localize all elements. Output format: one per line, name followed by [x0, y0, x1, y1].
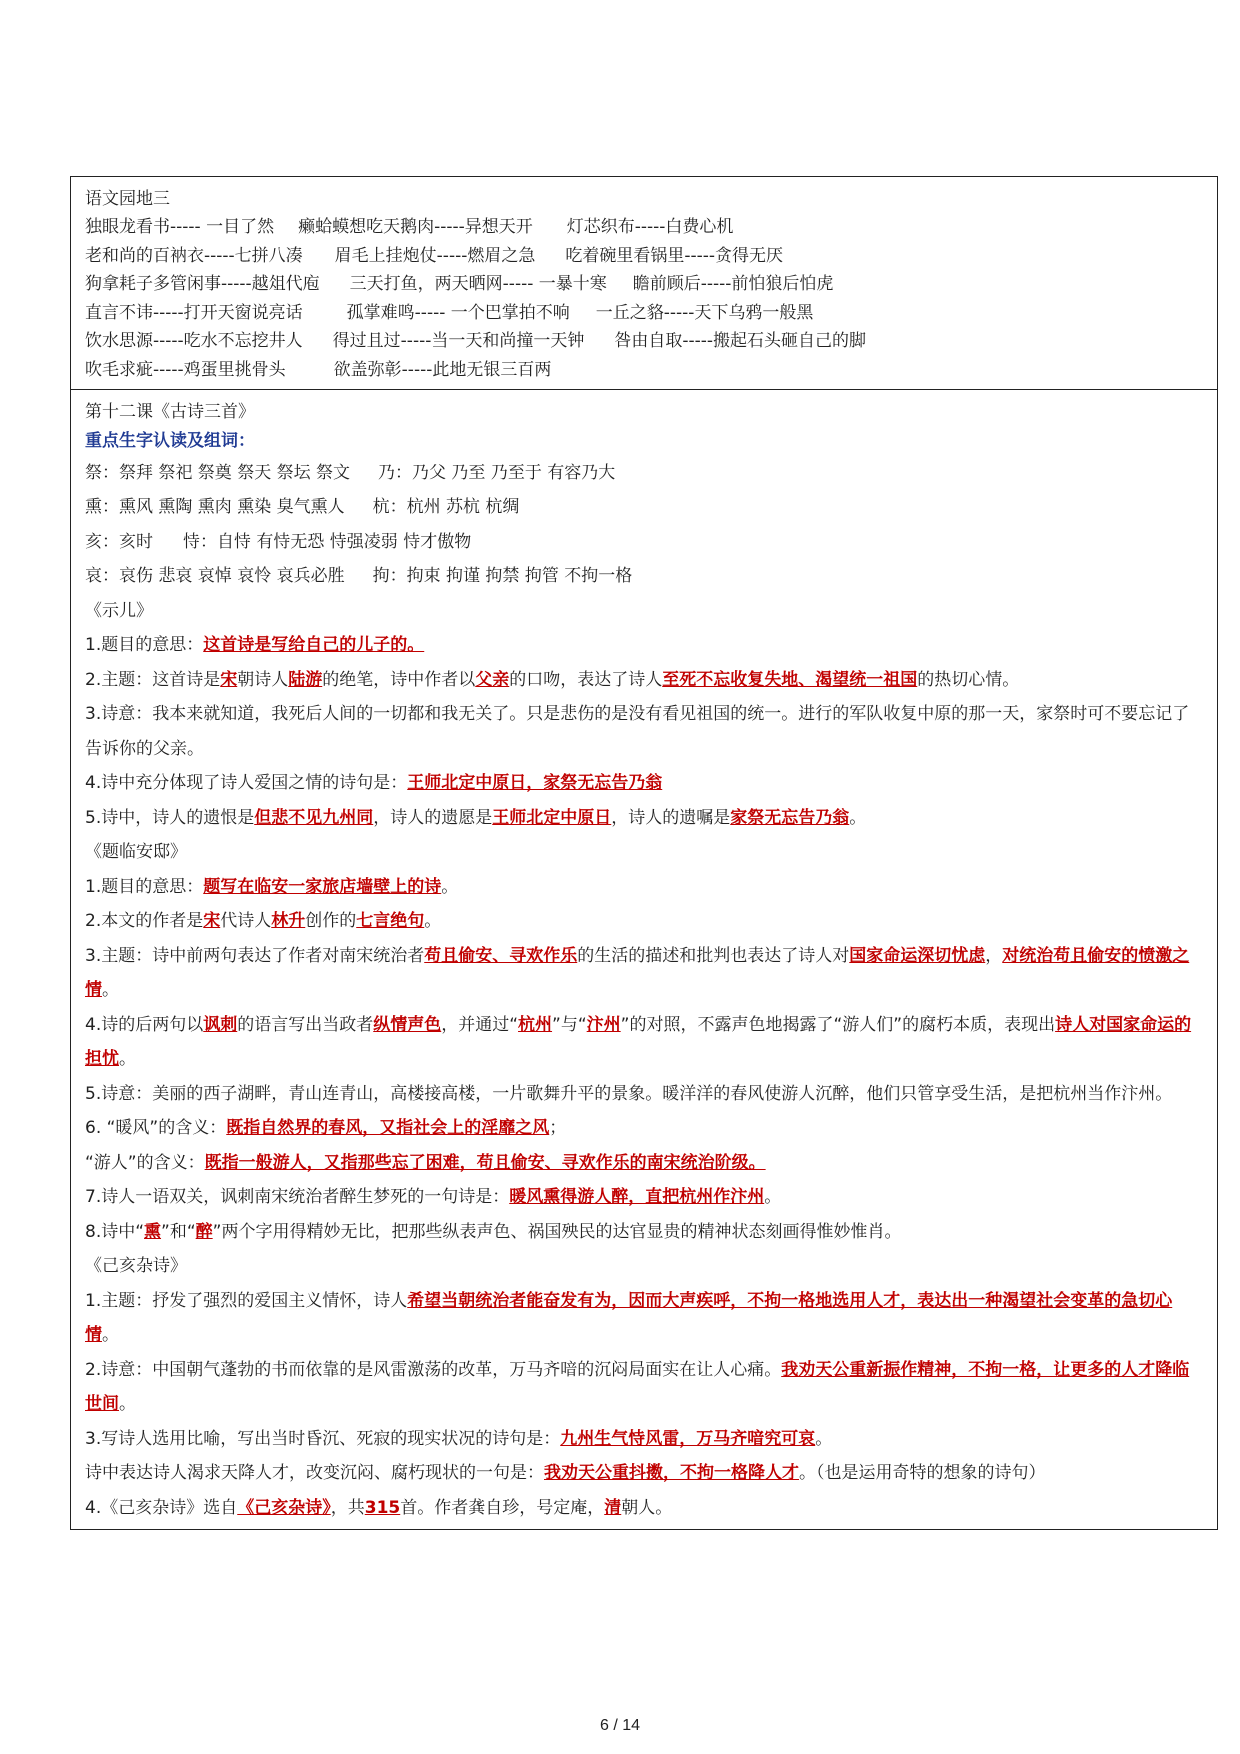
- vocab-row: 亥：亥时 恃：自恃 有恃无恐 恃强凌弱 恃才傲物: [85, 531, 472, 552]
- xiehouyu-row: 狗拿耗子多管闲事-----越俎代庖 三天打鱼，两天晒网----- 一暴十寒 瞻前顾后-----前怕狼后怕虎: [85, 274, 834, 295]
- lesson-title: 第十二课《古诗三首》: [85, 401, 255, 422]
- poem-note: 2.主题：这首诗是宋朝诗人陆游的绝笔，诗中作者以父亲的口吻，表达了诗人至死不忘收复失地、渴望统一祖国的热切心情。: [85, 669, 1020, 690]
- xiehouyu-row: 独眼龙看书----- 一目了然 癞蛤蟆想吃天鹅肉-----异想天开 灯芯织布-----白费心机: [85, 217, 734, 237]
- section-lesson-12: [71, 390, 1217, 1530]
- vocab-row: 哀：哀伤 悲哀 哀悼 哀怜 哀兵必胜 拘：拘束 拘谨 拘禁 拘管 不拘一格: [85, 566, 633, 587]
- vocab-row: 熏：熏风 熏陶 熏肉 熏染 臭气熏人 杭：杭州 苏杭 杭绸: [85, 497, 520, 518]
- poem-note: 7.诗人一语双关，讽刺南宋统治者醉生梦死的一句诗是：暖风熏得游人醉，直把杭州作汴州。: [85, 1187, 782, 1208]
- vocab-heading: 重点生字认读及组词：: [85, 430, 255, 451]
- poem-note: 1.题目的意思：题写在临安一家旅店墙壁上的诗。: [85, 876, 459, 897]
- poem-note: 2.本文的作者是宋代诗人林升创作的七言绝句。: [85, 911, 442, 932]
- poem-note: 1.题目的意思：这首诗是写给自己的儿子的。: [85, 635, 425, 656]
- xiehouyu-row: 吹毛求疵-----鸡蛋里挑骨头 欲盖弥彰-----此地无银三百两: [85, 359, 552, 380]
- poem-note: 2.诗意：中国朝气蓬勃的书而依靠的是风雷激荡的改革，万马齐喑的沉闷局面实在让人心痛。我劝天公重新振作精神，不拘一格，让更多的人才降临世间。: [85, 1359, 1190, 1415]
- poem-note: 5.诗意：美丽的西子湖畔，青山连青山，高楼接高楼，一片歌舞升平的景象。暖洋洋的春风使游人沉醉，他们只管享受生活，是把杭州当作汴州。: [85, 1083, 1173, 1104]
- poem-note: 3.主题：诗中前两句表达了作者对南宋统治者苟且偷安、寻欢作乐的生活的描述和批判也表达了诗人对国家命运深切忧虑，对统治苟且偷安的愤激之情。: [85, 945, 1190, 1001]
- content-table: [70, 176, 1218, 1530]
- poem-note: 1.主题：抒发了强烈的爱国主义情怀，诗人希望当朝统治者能奋发有为，因而大声疾呼，不拘一格地选用人才，表达出一种渴望社会变革的急切心情。: [85, 1290, 1173, 1346]
- poem-note: “游人”的含义：既指一般游人，又指那些忘了困难，苟且偷安、寻欢作乐的南宋统治阶级。: [85, 1152, 766, 1173]
- page-number: 6 / 14: [599, 1717, 641, 1734]
- poem-title: 《题临安邸》: [85, 842, 187, 863]
- poem-note: 3.诗意：我本来就知道，我死后人间的一切都和我无关了。只是悲伤的是没有看见祖国的统一。进行的军队收复中原的那一天，家祭时可不要忘记了告诉你的父亲。: [85, 704, 1190, 759]
- poem-note: 6. “暖风”的含义：既指自然界的春风，又指社会上的淫靡之风；: [85, 1118, 567, 1139]
- poem-note: 4.诗的后两句以讽刺的语言写出当政者纵情声色，并通过“杭州”与“汴州”的对照，不露声色地揭露了“游人们”的腐朽本质，表现出诗人对国家命运的担忧。: [85, 1014, 1192, 1070]
- poem-note: 4.诗中充分体现了诗人爱国之情的诗句是：王师北定中原日，家祭无忘告乃翁: [85, 773, 663, 794]
- section-yuwen-yuandi: [71, 177, 1217, 390]
- xiehouyu-row: 老和尚的百衲衣-----七拼八凑 眉毛上挂炮仗-----燃眉之急 吃着碗里看锅里-----贪得无厌: [85, 245, 784, 266]
- poem-note: 诗中表达诗人渴求天降人才，改变沉闷、腐朽现状的一句是：我劝天公重抖擞，不拘一格降人才。（也是运用奇特的想象的诗句）: [85, 1463, 1046, 1484]
- vocab-row: 祭：祭拜 祭祀 祭奠 祭天 祭坛 祭文 乃：乃父 乃至 乃至于 有容乃大: [85, 462, 616, 483]
- poem-title: 《己亥杂诗》: [85, 1256, 187, 1277]
- poem-note: 8.诗中“熏”和“醉”两个字用得精妙无比，把那些纵表声色、祸国殃民的达官显贵的精神状态刻画得惟妙惟肖。: [85, 1221, 902, 1242]
- poem-note: 3.写诗人选用比喻，写出当时昏沉、死寂的现实状况的诗句是：九州生气恃风雷，万马齐喑究可哀。: [85, 1428, 833, 1449]
- xiehouyu-row: 饮水思源-----吃水不忘挖井人 得过且过-----当一天和尚撞一天钟 咎由自取-----搬起石头砸自己的脚: [85, 331, 867, 352]
- xiehouyu-row: 直言不讳-----打开天窗说亮话 孤掌难鸣----- 一个巴掌拍不响 一丘之貉-----天下乌鸦一般黑: [85, 302, 814, 323]
- poem-note: 5.诗中，诗人的遗恨是但悲不见九州同，诗人的遗愿是王师北定中原日，诗人的遗嘱是家祭无忘告乃翁。: [85, 807, 867, 828]
- section-title: 语文园地三: [85, 189, 170, 209]
- poem-note: 4.《己亥杂诗》选自《己亥杂诗》，共315首。作者龚自珍，号定庵，清朝人。: [85, 1497, 673, 1518]
- poem-title: 《示儿》: [85, 600, 153, 621]
